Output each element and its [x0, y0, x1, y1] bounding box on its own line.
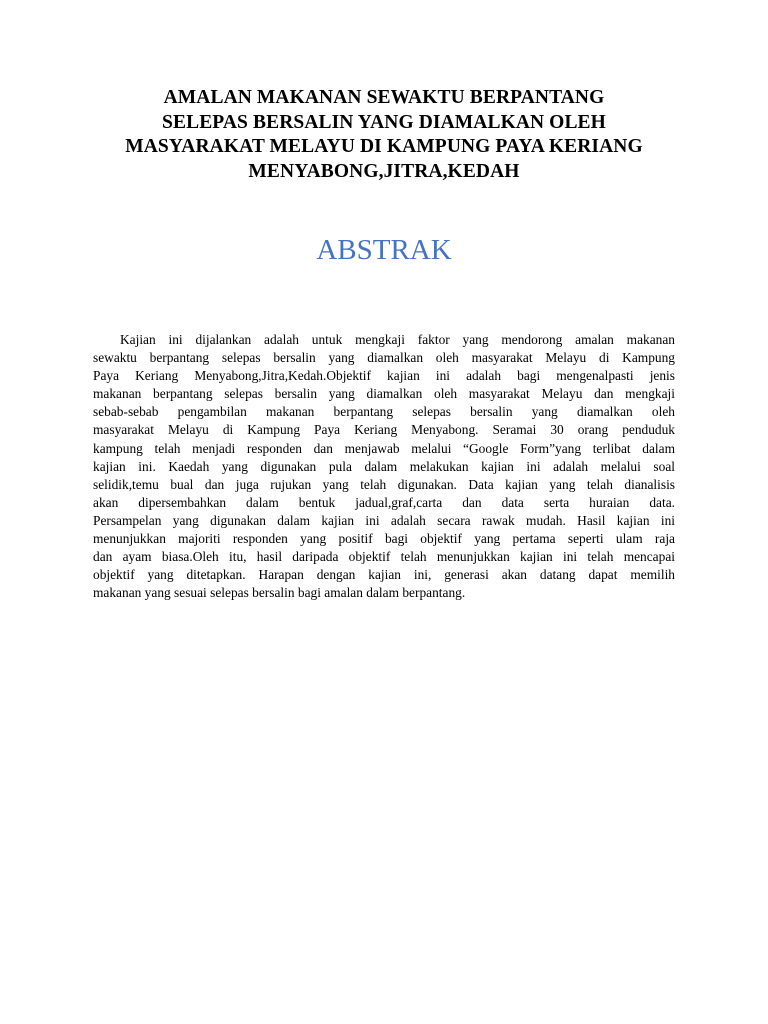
title-line: AMALAN MAKANAN SEWAKTU BERPANTANG	[163, 87, 605, 108]
document-title	[80, 86, 688, 184]
abstract-line: Persampelan yang digunakan dalam kajian ini adalah secara rawak mudah. Hasil kajian ini	[93, 512, 675, 528]
title-line: SELEPAS BERSALIN YANG DIAMALKAN OLEH	[162, 111, 606, 133]
abstract-line: kajian ini. Kaedah yang digunakan pula dalam melakukan kajian ini adalah melalui soal	[93, 458, 675, 474]
abstract-line: akan dipersembahkan dalam bentuk jadual,graf,carta dan data serta huraian data.	[93, 494, 675, 510]
abstract-line: sewaktu berpantang selepas bersalin yang diamalkan oleh masyarakat Melayu di Kampung	[93, 350, 675, 366]
abstract-heading: ABSTRAK	[316, 234, 452, 266]
abstract-line: Paya Keriang Menyabong,Jitra,Kedah.Objektif kajian ini adalah bagi mengenalpasti jenis	[93, 368, 675, 384]
abstract-line: sebab-sebab pengambilan makanan berpantang selepas bersalin yang diamalkan oleh	[93, 404, 675, 420]
abstract-line: makanan berpantang selepas bersalin yang diamalkan oleh masyarakat Melayu dan mengkaji	[93, 386, 675, 402]
abstract-line: objektif yang ditetapkan. Harapan dengan kajian ini, generasi akan datang dapat memilih	[93, 567, 675, 583]
abstract-line: kampung telah menjadi responden dan menjawab melalui “Google Form”yang terlibat dalam	[93, 440, 675, 456]
title-line: MENYABONG,JITRA,KEDAH	[248, 160, 520, 182]
title-line: MASYARAKAT MELAYU DI KAMPUNG PAYA KERIANG	[125, 136, 643, 157]
abstract-line: selidik,temu bual dan juga rujukan yang telah digunakan. Data kajian yang telah dianalisis	[93, 476, 675, 492]
abstract-line: Kajian ini dijalankan adalah untuk mengkaji faktor yang mendorong amalan makanan	[120, 332, 675, 347]
abstract-line: menunjukkan majoriti responden yang positif bagi objektif yang pertama seperti ulam raja	[93, 531, 675, 547]
abstract-line: dan ayam biasa.Oleh itu, hasil daripada objektif telah menunjukkan kajian ini telah mencapai	[93, 549, 675, 565]
abstract-line: masyarakat Melayu di Kampung Paya Keriang Menyabong. Seramai 30 orang penduduk	[93, 422, 675, 438]
abstract-line: makanan yang sesuai selepas bersalin bagi amalan dalam berpantang.	[93, 585, 466, 601]
abstract-paragraph	[93, 331, 675, 602]
